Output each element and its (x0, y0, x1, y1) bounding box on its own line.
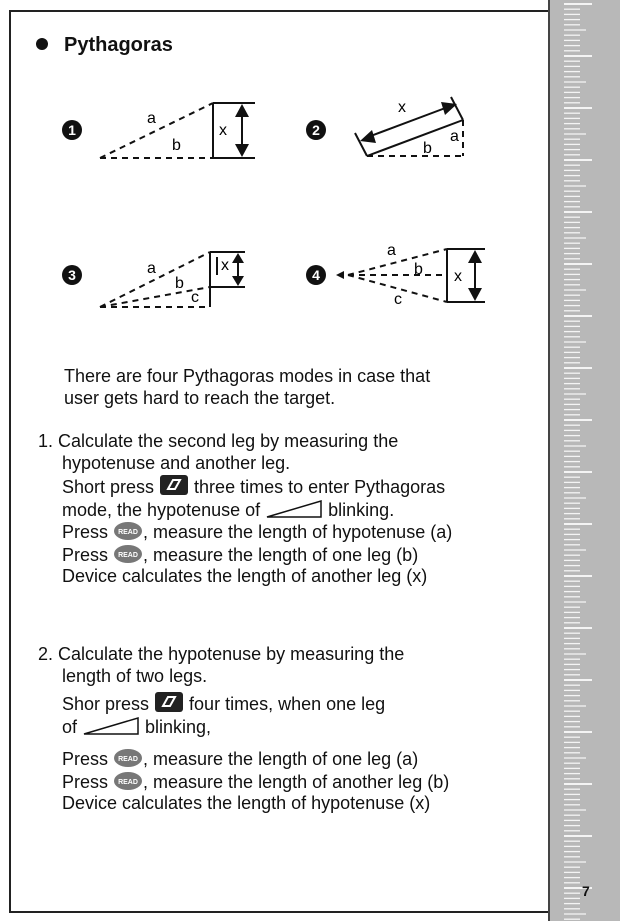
intro-text: There are four Pythagoras modes in case that user gets hard to reach the target. (64, 366, 431, 408)
diagram-2-label-a: a (450, 128, 459, 145)
diagram-2-label-b: b (423, 140, 432, 157)
section-2-line-2: of blinking, (62, 716, 212, 737)
diagram-2-label-x: x (398, 99, 406, 116)
diagram-1-label-x: x (219, 122, 227, 139)
svg-text:READ: READ (118, 756, 138, 763)
hypotenuse-triangle-icon (265, 499, 323, 519)
diagram-3-number: 3 (62, 265, 82, 285)
section-1-line-1: Short press three times to enter Pythagoras (38, 474, 452, 499)
diagram-3-label-a: a (147, 260, 156, 277)
section-2-line-4: Press READ , measure the length of another leg (b) (62, 771, 450, 792)
section-2-line-5: Device calculates the length of hypotenuse (x) (62, 793, 431, 813)
section-1 (38, 431, 452, 588)
diagram-1-label-b: b (172, 137, 181, 154)
section-2-heading-1: 2. Calculate the hypotenuse by measuring the (38, 644, 405, 664)
title-bullet (36, 38, 48, 50)
leg-triangle-icon (82, 716, 140, 736)
diagram-1 (95, 95, 265, 165)
diagram-4-label-c: c (394, 291, 402, 308)
diagram-1-number: 1 (62, 120, 82, 140)
diagram-4-label-x: x (454, 268, 462, 285)
diagram-1-label-a: a (147, 110, 156, 127)
svg-text:READ: READ (118, 778, 138, 786)
section-1-line-3: Press READ , measure the length of hypotenuse (a) (62, 522, 453, 542)
diagram-2-number: 2 (306, 120, 326, 140)
diagram-4-label-b: b (414, 261, 423, 278)
section-1-line-5: Device calculates the length of another leg (x) (62, 566, 428, 586)
section-1-heading-2: hypotenuse and another leg. (62, 452, 291, 473)
read-button-icon (113, 771, 143, 791)
section-2-line-3: Press READ , measure the length of one leg (a) (62, 749, 419, 769)
page-title: Pythagoras (64, 34, 173, 56)
diagram-3-label-x: x (221, 257, 229, 274)
diagram-3 (95, 245, 255, 315)
section-1-line-4: Press READ , measure the length of one leg (b) (62, 544, 419, 565)
diagram-4 (330, 240, 495, 315)
diagram-3-label-b: b (175, 275, 184, 292)
read-button-icon (113, 544, 143, 564)
diagram-4-label-a: a (387, 242, 396, 259)
mode-button-icon (154, 691, 184, 713)
section-2-line-1: Shor press four times, when one leg (38, 691, 449, 716)
ruler-ticks (550, 0, 620, 921)
section-2-heading-2: length of two legs. (62, 665, 208, 686)
ruler-strip (548, 0, 620, 921)
section-1-line-2: mode, the hypotenuse of blinking. (62, 499, 395, 520)
page-number: 7 (582, 883, 590, 899)
mode-button-icon (159, 474, 189, 496)
svg-text:READ: READ (118, 529, 138, 536)
section-2 (38, 644, 449, 815)
diagram-2 (350, 80, 480, 165)
read-button-icon (113, 748, 143, 768)
section-1-heading-1: 1. Calculate the second leg by measuring the (38, 431, 399, 451)
read-button-icon (113, 521, 143, 541)
svg-text:READ: READ (118, 551, 138, 559)
diagram-4-number: 4 (306, 265, 326, 285)
diagram-3-label-c: c (191, 289, 199, 306)
